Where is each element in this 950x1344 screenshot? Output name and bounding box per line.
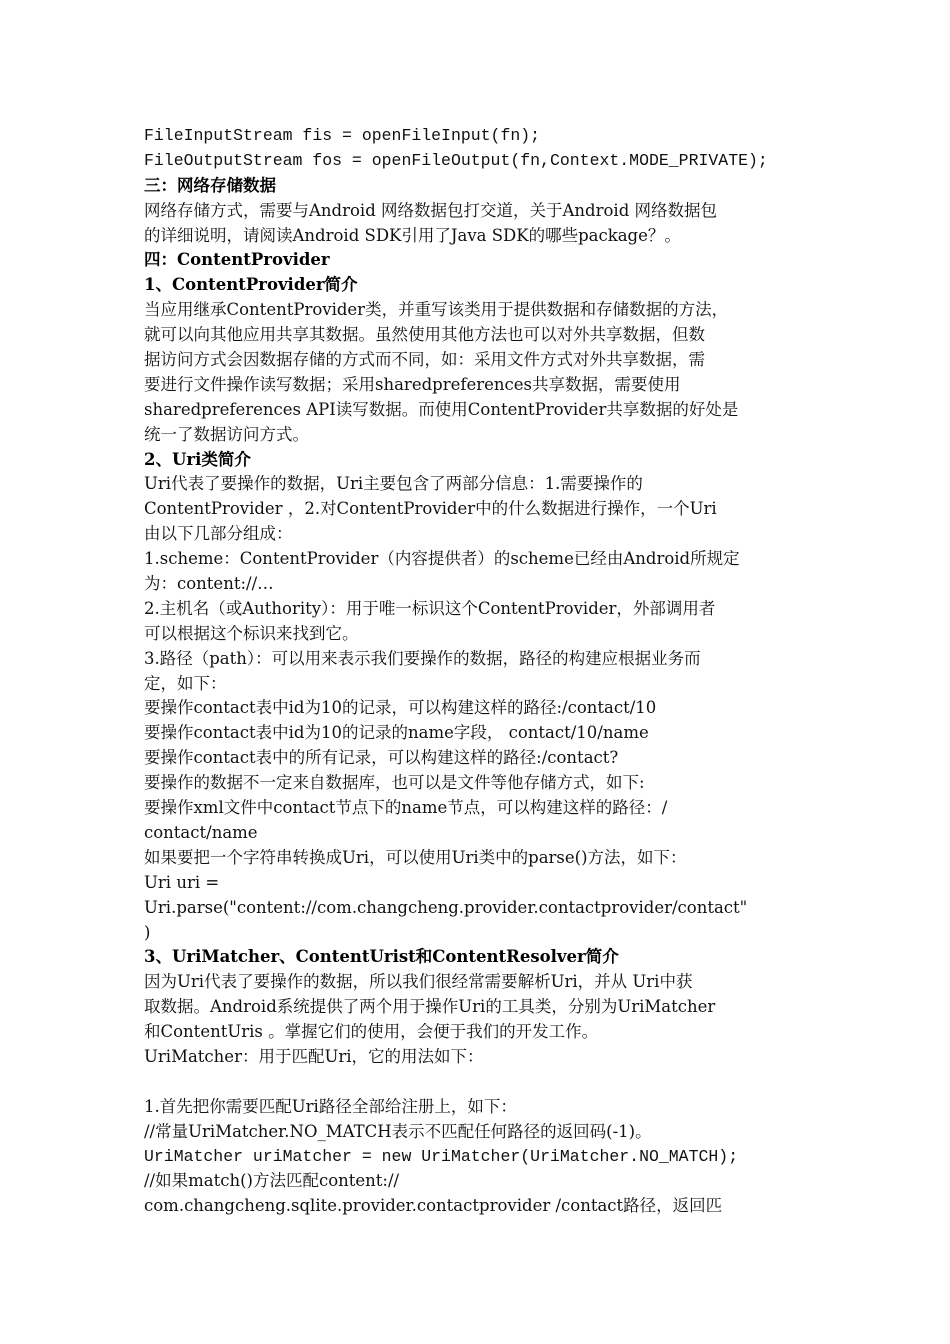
text-line: 因为Uri代表了要操作的数据，所以我们很经常需要解析Uri，并从 Uri中获 [144, 972, 693, 992]
text-line: 2.主机名（或Authority）：用于唯一标识这个ContentProvider，外部调用者 [144, 598, 716, 618]
text-line: 取数据。Android系统提供了两个用于操作Uri的工具类，分别为UriMatcher [144, 997, 716, 1017]
section-heading: 三：网络存储数据 [144, 175, 276, 195]
document-body [144, 124, 810, 1219]
text-line: Uri.parse("content://com.changcheng.provider.contactprovider/contact" [144, 897, 748, 917]
text-line: Uri uri = [144, 872, 220, 892]
text-line: ) [144, 922, 151, 942]
text-line: //常量UriMatcher.NO_MATCH表示不匹配任何路径的返回码(-1)。 [144, 1121, 652, 1141]
text-line: 1.scheme：ContentProvider（内容提供者）的scheme已经由Android所规定 [144, 549, 740, 569]
text-line: 1.首先把你需要匹配Uri路径全部给注册上，如下： [144, 1096, 517, 1116]
text-line: contact/name [144, 822, 258, 842]
text-line: ContentProvider ，2.对ContentProvider中的什么数据进行操作，一个Uri [144, 499, 717, 519]
text-line: 据访问方式会因数据存储的方式而不同，如：采用文件方式对外共享数据，需 [144, 350, 705, 370]
text-line: 统一了数据访问方式。 [144, 424, 309, 444]
text-line: UriMatcher：用于匹配Uri，它的用法如下： [144, 1046, 484, 1066]
text-line: 为：content://… [144, 574, 274, 594]
text-line: Uri代表了要操作的数据，Uri主要包含了两部分信息：1.需要操作的 [144, 474, 643, 494]
text-line: 就可以向其他应用共享其数据。虽然使用其他方法也可以对外共享数据，但数 [144, 325, 705, 345]
text-line: com.changcheng.sqlite.provider.contactprovider /contact路径，返回匹 [144, 1196, 723, 1216]
text-line: 要操作contact表中的所有记录，可以构建这样的路径:/contact? [144, 748, 619, 768]
blank-line [144, 1070, 810, 1095]
text-line: 可以根据这个标识来找到它。 [144, 623, 359, 643]
code-line: FileOutputStream fos = openFileOutput(fn,Context.MODE_PRIVATE); [144, 150, 768, 170]
text-line: sharedpreferences API读写数据。而使用ContentProvider共享数据的好处是 [144, 399, 739, 419]
text-line: 由以下几部分组成： [144, 524, 293, 544]
text-line: 如果要把一个字符串转换成Uri，可以使用Uri类中的parse()方法，如下： [144, 847, 687, 867]
text-line: 要操作contact表中id为10的记录的name字段， contact/10/name [144, 723, 649, 743]
text-line: 要操作contact表中id为10的记录，可以构建这样的路径:/contact/10 [144, 698, 657, 718]
text-line: 网络存储方式，需要与Android 网络数据包打交道，关于Android 网络数据包 [144, 200, 718, 220]
code-line: FileInputStream fis = openFileInput(fn); [144, 126, 541, 145]
text-line: 要操作的数据不一定来自数据库，也可以是文件等他存储方式，如下: [144, 773, 645, 793]
section-heading: 四：ContentProvider [144, 250, 330, 270]
code-line: UriMatcher uriMatcher = new UriMatcher(UriMatcher.NO_MATCH); [144, 1146, 739, 1166]
text-line: 要操作xml文件中contact节点下的name节点，可以构建这样的路径：/ [144, 798, 668, 818]
section-heading: 1、ContentProvider简介 [144, 275, 358, 295]
text-line: //如果match()方法匹配content:// [144, 1171, 400, 1191]
section-heading: 3、UriMatcher、ContentUrist和ContentResolver简介 [144, 947, 619, 967]
text-line: 当应用继承ContentProvider类，并重写该类用于提供数据和存储数据的方法， [144, 300, 729, 320]
section-heading: 2、Uri类简介 [144, 449, 251, 469]
text-line: 3.路径（path）：可以用来表示我们要操作的数据，路径的构建应根据业务而 [144, 648, 701, 668]
text-line: 和ContentUris 。掌握它们的使用，会便于我们的开发工作。 [144, 1022, 599, 1042]
text-line: 定，如下： [144, 673, 227, 693]
text-line: 要进行文件操作读写数据；采用sharedpreferences共享数据，需要使用 [144, 374, 681, 394]
text-line: 的详细说明，请阅读Android SDK引用了Java SDK的哪些package？。 [144, 225, 681, 245]
